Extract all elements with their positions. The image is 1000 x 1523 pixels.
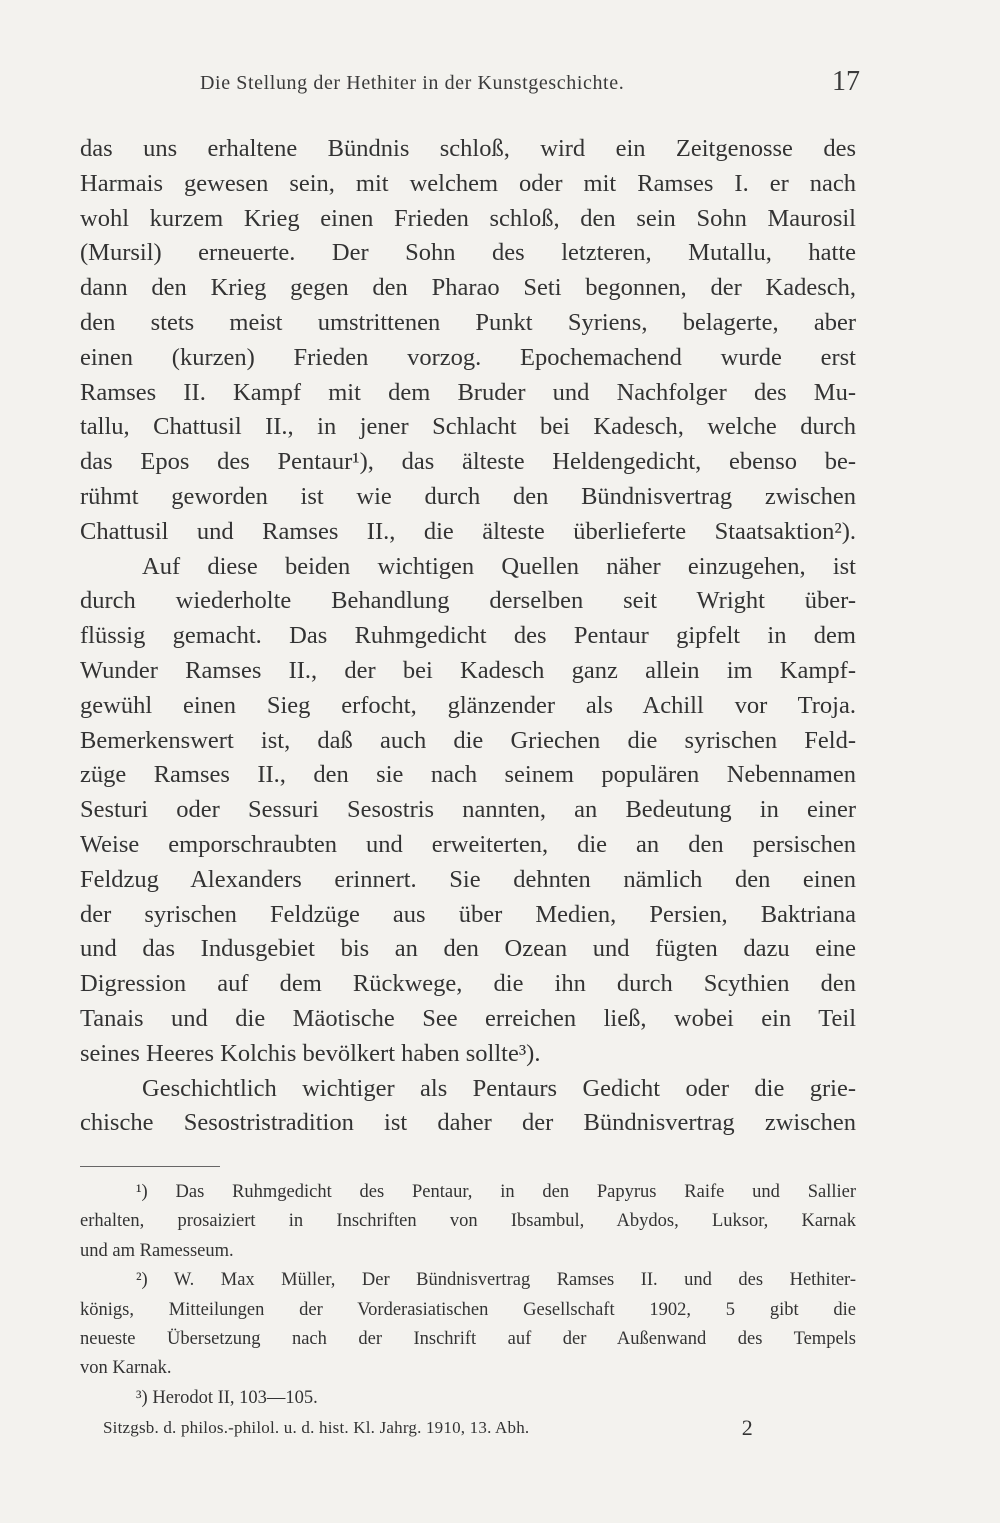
- text-line: das uns erhaltene Bündnis schloß, wird ein Zeitgenosse des: [80, 135, 856, 162]
- text-line: einen (kurzen) Frieden vorzog. Epochemachend wurde erst: [80, 343, 856, 371]
- text-line: (Mursil) erneuerte. Der Sohn des letzteren, Mutallu, hatte: [80, 239, 856, 267]
- footnote: [80, 1266, 856, 1384]
- text-line: Digression auf dem Rückwege, die ihn durch Scythien den: [80, 970, 856, 998]
- page-number: 17: [832, 66, 860, 97]
- text-line: Chattusil und Ramses II., die älteste überlieferte Staatsaktion²).: [80, 517, 856, 545]
- footnote-line: ¹) Das Ruhmgedicht des Pentaur, in den Papyrus Raife und Sallier: [136, 1182, 856, 1202]
- text-line: flüssig gemacht. Das Ruhmgedicht des Pentaur gipfelt in dem: [80, 622, 856, 650]
- footnote-line: und am Ramesseum.: [80, 1240, 234, 1261]
- text-line: tallu, Chattusil II., in jener Schlacht bei Kadesch, welche durch: [80, 413, 856, 441]
- footnote-line: ²) W. Max Müller, Der Bündnisvertrag Ramses II. und des Hethiter-: [136, 1270, 856, 1291]
- sheet-number: 2: [741, 1415, 753, 1440]
- footnote-line: neueste Übersetzung nach der Inschrift auf der Außenwand des Tempels: [80, 1329, 856, 1350]
- text-line: chische Sesostristradition ist daher der Bündnisvertrag zwischen: [80, 1109, 856, 1137]
- text-line: Tanais und die Mäotische See erreichen ließ, wobei ein Teil: [80, 1004, 856, 1032]
- footnote-divider: [80, 1166, 220, 1167]
- page-header: [200, 66, 860, 108]
- text-line: rühmt geworden ist wie durch den Bündnisvertrag zwischen: [80, 482, 856, 510]
- text-line: dann den Krieg gegen den Pharao Seti begonnen, der Kadesch,: [80, 274, 856, 302]
- footnote-line: königs, Mitteilungen der Vorderasiatischen Gesellschaft 1902, 5 gibt die: [80, 1299, 856, 1320]
- text-line: Weise emporschraubten und erweiterten, die an den persischen: [80, 830, 856, 858]
- text-line: Auf diese beiden wichtigen Quellen näher einzugehen, ist: [142, 552, 856, 580]
- text-line: durch wiederholte Behandlung derselben seit Wright über-: [80, 587, 856, 615]
- text-line: Bemerkenswert ist, daß auch die Griechen die syrischen Feld-: [80, 726, 856, 754]
- footnote-line: ³) Herodot II, 103—105.: [136, 1387, 318, 1408]
- text-line: Ramses II. Kampf mit dem Bruder und Nachfolger des Mu-: [80, 378, 856, 406]
- text-line: züge Ramses II., den sie nach seinem populären Nebennamen: [80, 761, 856, 789]
- body-text: [80, 132, 856, 1141]
- text-line: Sesturi oder Sessuri Sesostris nannten, an Bedeutung in einer: [80, 796, 856, 824]
- text-line: der syrischen Feldzüge aus über Medien, Persien, Baktriana: [80, 900, 856, 928]
- paragraph: [80, 550, 856, 1072]
- footnote: [80, 1178, 856, 1266]
- paragraph: [80, 1072, 856, 1142]
- text-line: seines Heeres Kolchis bevölkert haben sollte³).: [80, 1039, 541, 1067]
- running-title: Die Stellung der Hethiter in der Kunstgeschichte.: [200, 72, 625, 94]
- text-line: Geschichtlich wichtiger als Pentaurs Gedicht oder die grie-: [142, 1074, 856, 1102]
- text-line: und das Indusgebiet bis an den Ozean und fügten dazu eine: [80, 935, 856, 963]
- paragraph: [80, 132, 856, 550]
- text-line: gewühl einen Sieg erfocht, glänzender als Achill vor Troja.: [80, 691, 856, 719]
- footnote: [80, 1384, 856, 1413]
- signature-line: Sitzgsb. d. philos.-philol. u. d. hist. Kl. Jahrg. 1910, 13. Abh.: [103, 1418, 530, 1437]
- text-line: den stets meist umstrittenen Punkt Syriens, belagerte, aber: [80, 308, 856, 336]
- footnotes: [80, 1178, 856, 1413]
- footnote-line: von Karnak.: [80, 1358, 172, 1379]
- text-line: Harmais gewesen sein, mit welchem oder mit Ramses I. er nach: [80, 169, 856, 197]
- text-line: das Epos des Pentaur¹), das älteste Heldengedicht, ebenso be-: [80, 448, 856, 476]
- text-line: Feldzug Alexanders erinnert. Sie dehnten nämlich den einen: [80, 865, 856, 893]
- text-line: Wunder Ramses II., der bei Kadesch ganz allein im Kampf-: [80, 656, 856, 684]
- footnote-line: erhalten, prosaiziert in Inschriften von Ibsambul, Abydos, Luksor, Karnak: [80, 1211, 856, 1232]
- text-line: wohl kurzem Krieg einen Frieden schloß, den sein Sohn Maurosil: [80, 204, 856, 232]
